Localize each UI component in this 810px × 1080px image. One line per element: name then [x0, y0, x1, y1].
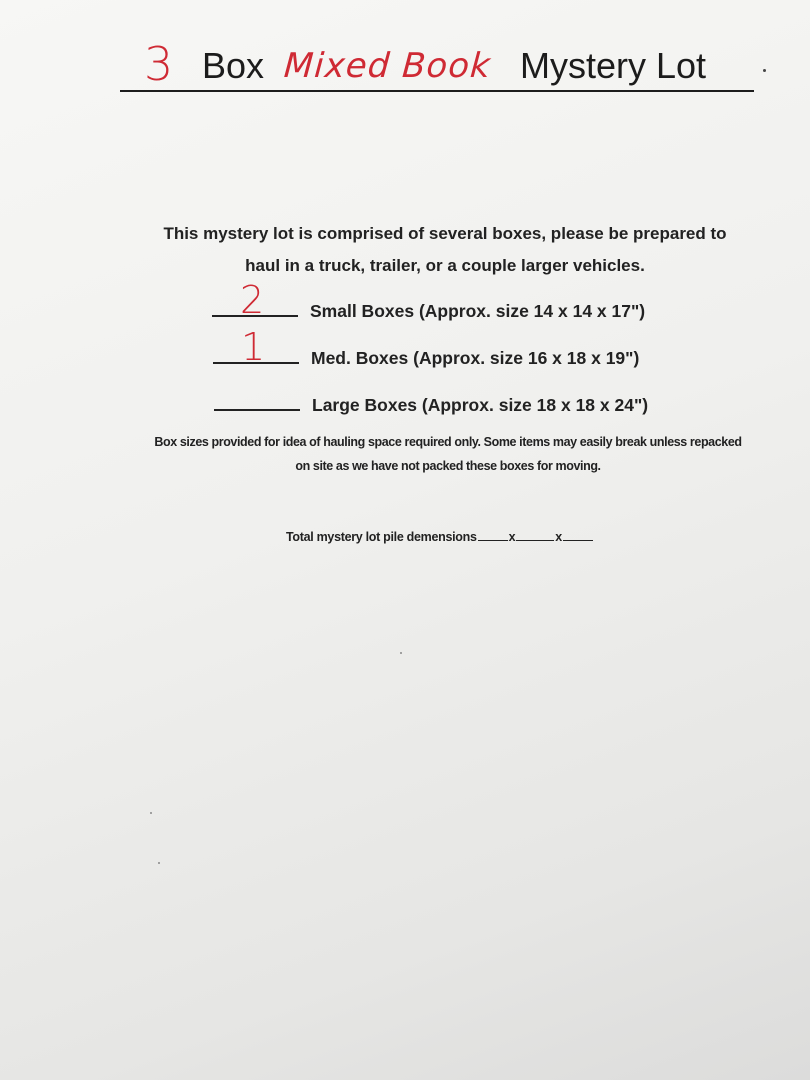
handwritten-quantity: 1: [241, 325, 266, 369]
paper-speck: [150, 812, 152, 814]
box-size-label: Large Boxes (Approx. size 18 x 18 x 24"): [312, 395, 649, 415]
dimension-separator: x: [555, 530, 562, 544]
box-row-small: [212, 278, 692, 324]
note-line-1: Box sizes provided for idea of hauling space required only. Some items may easily break unless repacked: [154, 435, 742, 449]
total-dimensions-label: Total mystery lot pile demensions: [286, 530, 477, 544]
handwritten-quantity: 2: [240, 278, 265, 322]
total-dimensions-line: [286, 530, 594, 544]
intro-line-1: This mystery lot is comprised of several boxes, please be prepared to: [163, 224, 727, 243]
box-size-label: Small Boxes (Approx. size 14 x 14 x 17"): [310, 301, 646, 321]
quantity-blank: [214, 409, 300, 411]
page-title: [120, 38, 754, 92]
dimension-blank-1: [478, 540, 508, 541]
title-word-mystery-lot: Mystery Lot: [520, 45, 707, 86]
box-size-label: Med. Boxes (Approx. size 16 x 18 x 19"): [311, 348, 640, 368]
paper-speck: [158, 862, 160, 864]
dimension-blank-2: [516, 540, 554, 541]
box-row-medium: [213, 325, 693, 371]
handwritten-box-count: 3: [144, 37, 175, 91]
box-row-large: [214, 384, 694, 418]
intro-paragraph: [100, 218, 790, 282]
hauling-note: [100, 430, 796, 478]
note-line-2: on site as we have not packed these boxes for moving.: [295, 459, 601, 473]
handwritten-lot-type: Mixed Book: [282, 46, 493, 86]
title-word-box: Box: [202, 45, 265, 86]
paper-speck: [400, 652, 402, 654]
stray-dot: [763, 69, 766, 72]
dimension-separator: x: [508, 530, 516, 544]
intro-line-2: haul in a truck, trailer, or a couple larger vehicles.: [245, 256, 645, 275]
dimension-blank-3: [563, 540, 593, 541]
